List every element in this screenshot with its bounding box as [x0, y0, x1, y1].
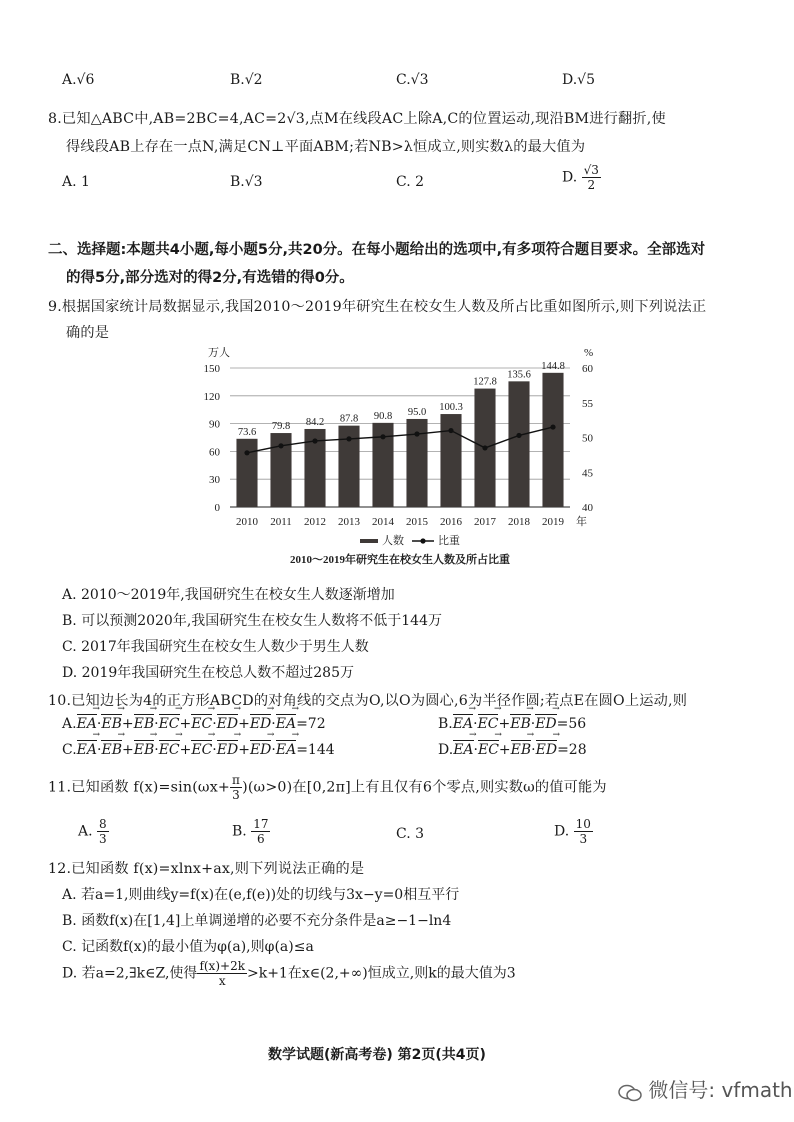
q7-option-c: C.√3 — [396, 72, 429, 88]
q11-a-prefix: A. — [78, 823, 93, 840]
bar-2018 — [508, 381, 529, 507]
q9-option-b: B. 可以预测2020年,我国研究生在校女生人数将不低于144万 — [62, 613, 442, 629]
q12-d-den: x — [218, 974, 226, 988]
y-right-axis-label: % — [584, 347, 594, 359]
q11-pi-fraction — [230, 774, 242, 801]
q11-pi-num: π — [231, 773, 241, 787]
wechat-watermark — [618, 1074, 793, 1103]
q8-d-den: 2 — [587, 178, 596, 192]
bar-label-2019: 144.8 — [541, 360, 565, 372]
y-left-tick-label: 150 — [203, 363, 220, 375]
q10-d-prefix: D. — [438, 742, 454, 758]
q12-stem: 12.已知函数 f(x)=xlnx+ax,则下列说法正确的是 — [48, 861, 365, 877]
line-point-2016 — [448, 428, 453, 433]
bar-2010 — [236, 439, 257, 507]
q8-option-b: B.√3 — [230, 174, 263, 190]
q10-option-c: C.EA →·EB →+EB →·EC →+EC →·ED →+ED →·EA →=144 — [62, 742, 335, 758]
x-axis-unit: 年 — [576, 516, 587, 528]
line-point-2011 — [278, 443, 283, 448]
bar-label-2011: 79.8 — [271, 421, 291, 433]
q12-d-num: f(x)+2k — [199, 959, 245, 973]
legend-line-marker — [420, 538, 425, 543]
page-footer: 数学试题(新高考卷) 第2页(共4页) — [268, 1047, 486, 1063]
q9-chart-svg — [190, 340, 620, 580]
y-right-tick-label: 40 — [582, 502, 593, 514]
q10-stem: 10.已知边长为4的正方形ABCD的对角线的交点为O,以O为圆心,6为半径作圆;若点E在圆O上运动,则 — [48, 693, 688, 709]
y-left-tick-label: 60 — [209, 446, 220, 459]
x-tick-label-2010: 2010 — [236, 516, 258, 528]
q7-option-b: B.√2 — [230, 72, 263, 88]
q8-option-d — [562, 164, 601, 191]
bar-label-2017: 127.8 — [473, 376, 497, 388]
x-tick-label-2017: 2017 — [474, 516, 496, 528]
x-tick-label-2016: 2016 — [440, 516, 462, 528]
y-right-tick-label: 55 — [582, 397, 593, 410]
q8-option-a: A. 1 — [62, 174, 90, 190]
q11-b-prefix: B. — [232, 823, 247, 840]
y-left-tick-label: 90 — [209, 418, 220, 431]
y-left-tick-label: 120 — [203, 390, 220, 403]
y-right-tick-label: 50 — [582, 432, 593, 445]
q11-stem-b: )(ω>0)在[0,2π]上有且仅有6个零点,则实数ω的值可能为 — [242, 779, 607, 796]
bar-label-2013: 87.8 — [339, 413, 359, 425]
legend-line-label: 比重 — [438, 535, 460, 547]
q11-b-den: 6 — [257, 832, 265, 846]
legend-bar-label: 人数 — [382, 535, 404, 547]
q12-d-a: D. 若a=2,∃k∈Z,使得 — [62, 965, 198, 982]
q11-d-prefix: D. — [554, 823, 570, 840]
q9-option-d: D. 2019年我国研究生在校总人数不超过285万 — [62, 665, 354, 681]
q10-c-value: =144 — [296, 742, 335, 758]
legend-bar-swatch — [360, 539, 378, 543]
x-tick-label-2014: 2014 — [372, 516, 394, 528]
q11-option-a — [78, 818, 109, 845]
line-point-2013 — [346, 436, 351, 441]
bar-label-2016: 100.3 — [439, 402, 463, 414]
q10-b-value: =56 — [556, 716, 587, 732]
watermark-text: 微信号: vfmath — [648, 1078, 793, 1102]
q7-option-d: D.√5 — [562, 72, 596, 88]
line-point-2018 — [516, 433, 521, 438]
section2-line2: 的得5分,部分选对的得2分,有选错的得0分。 — [66, 270, 354, 286]
x-tick-label-2019: 2019 — [542, 516, 564, 528]
x-tick-label-2011: 2011 — [270, 516, 292, 528]
q8-stem-line1: 8.已知△ABC中,AB=2BC=4,AC=2√3,点M在线段AC上除A,C的位置运动,现沿BM进行翻折,使 — [48, 111, 666, 127]
q12-option-a: A. 若a=1,则曲线y=f(x)在(e,f(e))处的切线与3x−y=0相互平行 — [62, 887, 460, 903]
x-tick-label-2013: 2013 — [338, 516, 360, 528]
line-series-bizhong — [247, 427, 553, 453]
q12-option-c: C. 记函数f(x)的最小值为φ(a),则φ(a)≤a — [62, 939, 314, 955]
q10-d-value: =28 — [557, 742, 587, 758]
chart-title: 2010～2019年研究生在校女生人数及所占比重 — [290, 554, 510, 566]
x-tick-label-2012: 2012 — [304, 516, 326, 528]
q10-b-prefix: B. — [438, 716, 453, 732]
q11-b-num: 17 — [253, 817, 269, 831]
section2-line1: 二、选择题:本题共4小题,每小题5分,共20分。在每小题给出的选项中,有多项符合题目要求。全部选对 — [48, 242, 706, 258]
q9-stem-line2: 确的是 — [66, 325, 110, 341]
q10-option-a: A.EA →·EB →+EB →·EC →+EC →·ED →+ED →·EA →=72 — [62, 716, 326, 732]
q10-option-d: D.EA →·EC →+EB →·ED →=28 — [438, 742, 587, 758]
q10-a-value: =72 — [296, 716, 326, 732]
q9-stem-line1: 9.根据国家统计局数据显示,我国2010～2019年研究生在校女生人数及所占比重如图所示,则下列说法正 — [48, 299, 707, 315]
line-point-2014 — [380, 434, 385, 439]
bar-label-2014: 90.8 — [373, 410, 393, 422]
q8-option-d-prefix: D. — [562, 169, 578, 186]
q11-d-den: 3 — [579, 832, 588, 846]
q7-option-a: A.√6 — [62, 72, 95, 88]
line-point-2012 — [312, 438, 317, 443]
bar-label-2018: 135.6 — [507, 369, 531, 381]
y-right-tick-label: 45 — [582, 467, 593, 480]
q10-a-prefix: A. — [62, 716, 77, 732]
line-point-2019 — [550, 424, 555, 429]
bar-label-2015: 95.0 — [407, 406, 427, 418]
q8-option-c: C. 2 — [396, 174, 425, 190]
q11-option-d — [554, 818, 593, 845]
q9-option-a: A. 2010～2019年,我国研究生在校女生人数逐渐增加 — [62, 587, 395, 603]
q11-stem — [48, 774, 607, 801]
q11-a-num: 8 — [99, 817, 107, 831]
wechat-icon — [618, 1083, 642, 1101]
q11-a-den: 3 — [99, 832, 107, 846]
q11-option-b — [232, 818, 270, 845]
q11-stem-a: 11.已知函数 f(x)=sin(ωx+ — [48, 779, 230, 796]
bar-label-2012: 84.2 — [305, 416, 325, 428]
bar-2019 — [542, 373, 563, 507]
x-tick-label-2018: 2018 — [508, 516, 530, 528]
y-left-axis-label: 万人 — [208, 347, 230, 359]
q11-pi-den: 3 — [232, 788, 240, 802]
q12-option-b: B. 函数f(x)在[1,4]上单调递增的必要不充分条件是a≥−1−ln4 — [62, 913, 452, 929]
q12-option-d — [62, 960, 516, 987]
q9-chart — [190, 340, 620, 580]
line-point-2010 — [244, 450, 249, 455]
x-tick-label-2015: 2015 — [406, 516, 428, 528]
line-point-2015 — [414, 431, 419, 436]
q11-d-num: 10 — [575, 817, 591, 831]
q11-option-c: C. 3 — [396, 826, 425, 842]
q8-d-num: √3 — [583, 163, 599, 177]
bar-label-2010: 73.6 — [237, 426, 257, 438]
y-left-tick-label: 30 — [209, 474, 220, 487]
line-point-2017 — [482, 445, 487, 450]
q10-c-prefix: C. — [62, 742, 77, 758]
q9-option-c: C. 2017年我国研究生在校女生人数少于男生人数 — [62, 639, 369, 655]
q10-option-b: B.EA →·EC →+EB →·ED →=56 — [438, 716, 586, 732]
q12-d-b: >k+1在x∈(2,+∞)恒成立,则k的最大值为3 — [246, 965, 516, 982]
q8-option-d-fraction — [582, 164, 601, 191]
y-right-tick-label: 60 — [582, 363, 593, 375]
y-left-tick-label: 0 — [214, 502, 220, 514]
q8-stem-line2: 得线段AB上存在一点N,满足CN⊥平面ABM;若NB>λ恒成立,则实数λ的最大值为 — [66, 139, 586, 155]
